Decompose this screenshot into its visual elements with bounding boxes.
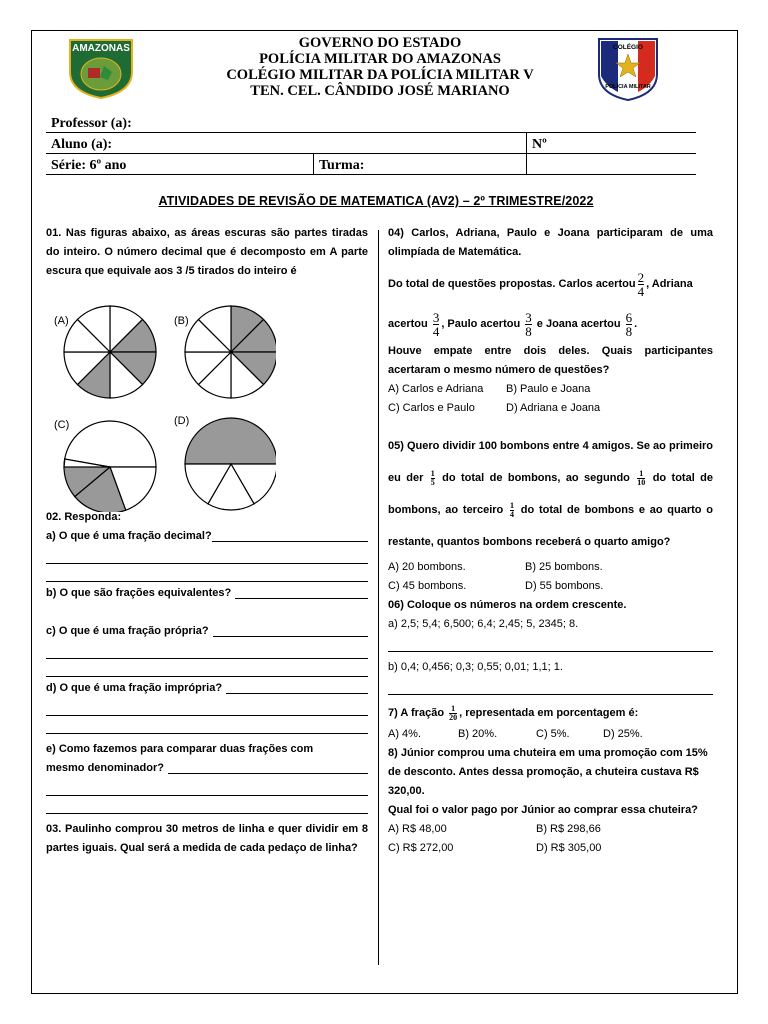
pie-a — [64, 306, 156, 398]
answer-line[interactable] — [46, 778, 368, 796]
student-info-table — [46, 112, 696, 175]
q4-text-4: , Paulo acertou — [441, 318, 521, 330]
serie-field: Série: 6º ano — [46, 154, 314, 175]
colegio-badge — [596, 36, 660, 102]
q4-text-5: e Joana acertou — [536, 318, 621, 330]
question-4-question: Houve empate entre dois deles. Quais participantes acertaram o mesmo número de questões? — [388, 345, 713, 376]
q7-option-a[interactable]: A) 4%. — [388, 728, 422, 740]
header-line-3: COLÉGIO MILITAR DA POLÍCIA MILITAR V — [226, 67, 534, 83]
fraction-pie-figures — [46, 302, 276, 512]
fraction-paulo: $\frac{3}{8}$ — [525, 309, 532, 339]
question-2e-line1: e) Como fazemos para comparar duas frações com — [46, 743, 314, 755]
question-2c: c) O que é uma fração própria? — [46, 625, 209, 637]
q4-text-3: acertou — [388, 318, 428, 330]
question-4-intro: 04) Carlos, Adriana, Paulo e Joana participaram de uma olimpíada de Matemática. — [388, 227, 713, 258]
turma-field[interactable]: Turma: — [314, 154, 527, 175]
answer-line[interactable] — [46, 641, 368, 659]
answer-line[interactable] — [46, 698, 368, 716]
question-2b: b) O que são frações equivalentes? — [46, 587, 232, 599]
q8-option-b[interactable]: B) R$ 298,66 — [536, 823, 601, 835]
question-1: 01. Nas figuras abaixo, as áreas escuras são partes tiradas do inteiro. O número decimal que é decomposto em A parte escura que equivale aos 3 /5 tirados do inteiro é — [46, 227, 368, 277]
pie-label-d: (D) — [174, 415, 190, 427]
column-divider — [378, 230, 379, 965]
answer-line-6b[interactable] — [388, 677, 713, 695]
pie-label-b: (B) — [174, 315, 189, 327]
question-6b: b) 0,4; 0,456; 0,3; 0,55; 0,01; 1,1; 1. — [388, 661, 563, 673]
left-column — [46, 224, 368, 281]
answer-line-6a[interactable] — [388, 634, 713, 652]
answer-line[interactable] — [46, 716, 368, 734]
q4-option-c[interactable]: C) Carlos e Paulo — [388, 402, 475, 414]
q5-text-4: do total de bombons e ao quarto o restante, quantos bombons receberá o quarto amigo? — [388, 504, 713, 548]
question-2-title: 02. Responda: — [46, 511, 122, 523]
q7-option-d[interactable]: D) 25%. — [603, 728, 643, 740]
pie-c — [64, 421, 156, 512]
answer-line[interactable] — [46, 796, 368, 814]
amazonas-police-badge — [66, 36, 136, 100]
answer-line-2e[interactable] — [168, 759, 368, 774]
pie-b — [185, 306, 276, 398]
question-2a: a) O que é uma fração decimal? — [46, 530, 212, 542]
answer-line-2b[interactable] — [235, 584, 368, 599]
q4-text-6: . — [634, 318, 638, 330]
fraction-third: $\frac{1}{4}$ — [510, 500, 515, 519]
fraction-joana: $\frac{6}{8}$ — [625, 309, 633, 339]
question-8: 8) Júnior comprou uma chuteira em uma promoção com 15% de desconto. Antes dessa promoção, a chuteira custava R$ 320,00. — [388, 747, 708, 797]
pie-d — [185, 418, 276, 510]
answer-line-2a[interactable] — [212, 527, 368, 542]
answer-line-2c[interactable] — [213, 622, 368, 637]
pie-label-c: (C) — [54, 419, 70, 431]
q5-option-c[interactable]: C) 45 bombons. — [388, 580, 467, 592]
answer-line[interactable] — [46, 659, 368, 677]
header-line-4: TEN. CEL. CÂNDIDO JOSÉ MARIANO — [250, 83, 510, 99]
left-badge-text: AMAZONAS — [72, 43, 130, 54]
q7-text-2: , representada em porcentagem é: — [459, 707, 639, 719]
question-8-question: Qual foi o valor pago por Júnior ao comprar essa chuteira? — [388, 804, 698, 816]
fraction-q7: $\frac{1}{20}$ — [449, 703, 458, 722]
header-line-2: POLÍCIA MILITAR DO AMAZONAS — [259, 51, 501, 67]
fraction-first: $\frac{1}{5}$ — [430, 468, 435, 487]
header-line-1: GOVERNO DO ESTADO — [298, 35, 462, 51]
q7-text-1: 7) A fração — [388, 707, 445, 719]
q5-option-d[interactable]: D) 55 bombons. — [525, 580, 604, 592]
q4-option-b[interactable]: B) Paulo e Joana — [506, 383, 591, 395]
worksheet-title-text: ATIVIDADES DE REVISÃO DE MATEMATICA (AV2) – 2º TRIMESTRE/2022 — [158, 194, 594, 208]
fraction-adriana: $\frac{3}{4}$ — [432, 309, 440, 339]
q7-option-c[interactable]: C) 5%. — [536, 728, 570, 740]
q7-option-b[interactable]: B) 20%. — [458, 728, 498, 740]
q5-text-1: 05) Quero dividir 100 bombons entre 4 amigos. Se ao primeiro eu der — [388, 440, 713, 484]
right-badge-top-text: COLÉGIO — [613, 44, 643, 51]
q4-text-2: , Adriana — [646, 278, 693, 290]
question-2d: d) O que é uma fração imprópria? — [46, 682, 223, 694]
answer-line[interactable] — [46, 564, 368, 582]
question-6a: a) 2,5; 5,4; 6,500; 6,4; 2,45; 5, 2345; 8. — [388, 618, 579, 630]
pie-slice — [185, 418, 276, 464]
pie-slice — [64, 421, 156, 467]
answer-line[interactable] — [46, 546, 368, 564]
numero-field[interactable]: Nº — [527, 133, 697, 154]
worksheet-title — [46, 194, 706, 208]
q8-option-c[interactable]: C) R$ 272,00 — [388, 842, 454, 854]
q5-text-3: do total de bombons, ao terceiro — [388, 472, 713, 516]
q4-option-a[interactable]: A) Carlos e Adriana — [388, 383, 484, 395]
answer-line-2d[interactable] — [226, 679, 368, 694]
q5-option-a[interactable]: A) 20 bombons. — [388, 561, 466, 573]
right-column — [388, 224, 713, 858]
q8-option-d[interactable]: D) R$ 305,00 — [536, 842, 602, 854]
question-3: 03. Paulinho comprou 30 metros de linha e quer dividir em 8 partes iguais. Qual será a medida de cada pedaço de linha? — [46, 823, 368, 854]
fraction-carlos: $\frac{2}{4}$ — [637, 269, 645, 299]
question-6-title: 06) Coloque os números na ordem crescente. — [388, 599, 627, 611]
q8-option-a[interactable]: A) R$ 48,00 — [388, 823, 447, 835]
q4-option-d[interactable]: D) Adriana e Joana — [506, 402, 601, 414]
aluno-field[interactable]: Aluno (a): — [46, 133, 527, 154]
q4-text-1: Do total de questões propostas. Carlos acertou — [388, 278, 636, 290]
question-2e-line2: mesmo denominador? — [46, 762, 164, 774]
q5-option-b[interactable]: B) 25 bombons. — [525, 561, 603, 573]
right-badge-bottom-text: POLÍCIA MILITAR — [605, 84, 651, 90]
q5-text-2: do total de bombons, ao segundo — [442, 472, 630, 484]
question-2-block — [46, 508, 368, 858]
pie-label-a: (A) — [54, 315, 69, 327]
professor-field[interactable]: Professor (a): — [46, 112, 696, 133]
fraction-second: $\frac{1}{10}$ — [637, 468, 646, 487]
